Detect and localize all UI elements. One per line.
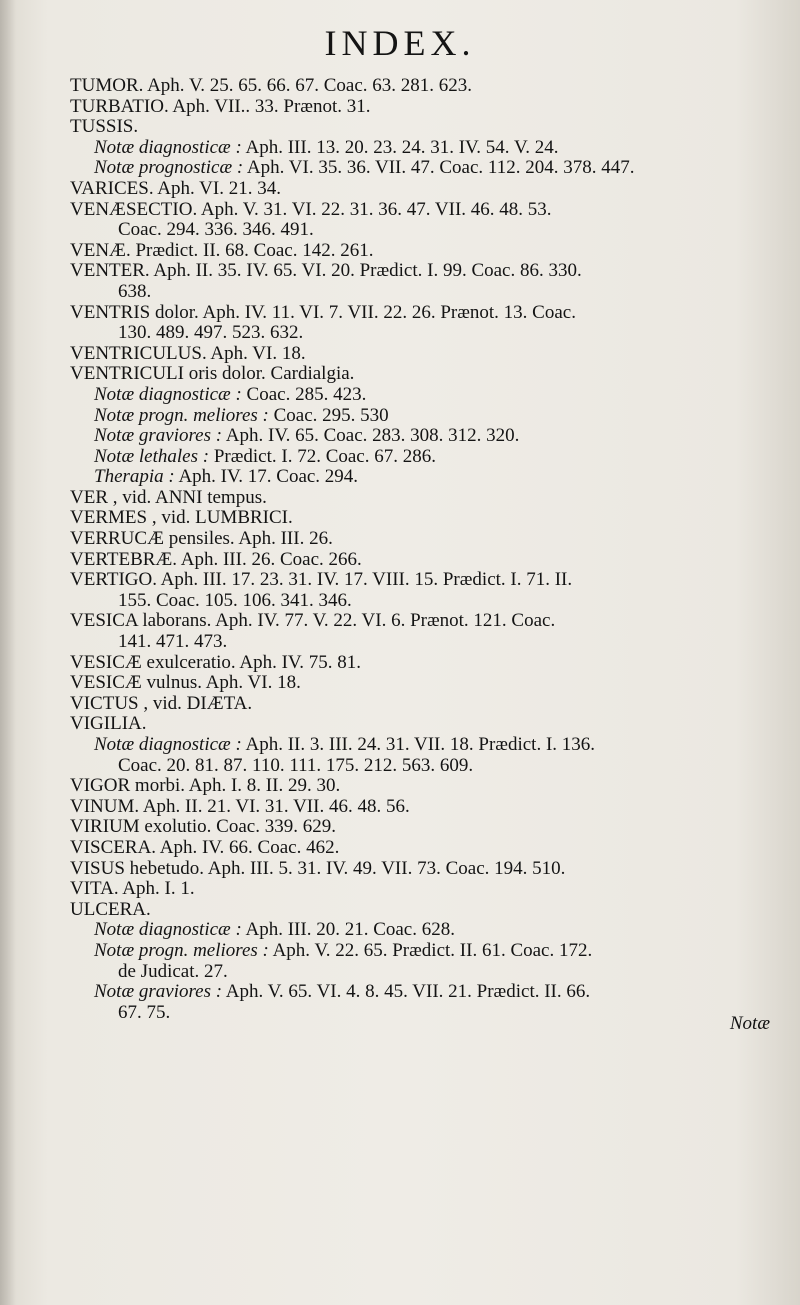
index-continuation [70,756,770,777]
subentry-label: Notæ lethales : [94,445,210,467]
entry-text: Aph. V. 22. 65. Prædict. II. 61. Coac. 172. [268,939,593,961]
entry-text: VESICÆ exulceratio. Aph. IV. 75. 81. [70,651,361,673]
index-entry [70,797,770,818]
index-entry [70,694,770,715]
entry-text: VENÆ. Prædict. II. 68. Coac. 142. 261. [70,239,374,261]
index-entry [70,76,770,97]
index-entry [70,570,770,591]
entry-text: Coac. 295. 530 [268,404,389,426]
index-entry [70,859,770,880]
subentry-label: Notæ diagnosticæ : [94,136,242,158]
entry-text: VENTRIS dolor. Aph. IV. 11. VI. 7. VII. 22. 26. Prænot. 13. Coac. [70,301,576,323]
entry-text: TUSSIS. [70,116,139,138]
entry-text: VINUM. Aph. II. 21. VI. 31. VII. 46. 48. 56. [70,795,410,817]
index-entry [70,817,770,838]
index-continuation [70,282,770,303]
entry-text: 130. 489. 497. 523. 632. [118,322,304,344]
subentry-label: Notæ diagnosticæ : [94,919,242,941]
index-entry [70,776,770,797]
entry-text: VIRIUM exolutio. Coac. 339. 629. [70,816,336,838]
index-entry [70,200,770,221]
entry-text: Prædict. I. 72. Coac. 67. 286. [209,445,436,467]
entry-text: ULCERA. [70,898,151,920]
page-header [0,22,800,64]
entry-text: Coac. 285. 423. [241,383,367,405]
index-entry [70,879,770,900]
entry-text: VITA. Aph. I. 1. [70,878,195,900]
entry-text: VIGILIA. [70,713,147,735]
entry-text: VERMES , vid. LUMBRICI. [70,507,293,529]
index-continuation [70,1003,770,1024]
index-subentry [70,467,770,488]
index-subentry [70,426,770,447]
index-entries [70,76,770,1023]
index-entry [70,550,770,571]
subentry-label: Notæ prognosticæ : [94,157,244,179]
entry-text: VISUS hebetudo. Aph. III. 5. 31. IV. 49. VII. 73. Coac. 194. 510. [70,857,566,879]
index-entry [70,303,770,324]
entry-text: 67. 75. [118,1001,171,1023]
index-entry [70,364,770,385]
entry-text: de Judicat. 27. [118,960,228,982]
entry-text: VISCERA. Aph. IV. 66. Coac. 462. [70,836,340,858]
index-entry [70,344,770,365]
entry-text: VERTEBRÆ. Aph. III. 26. Coac. 266. [70,548,362,570]
index-entry [70,529,770,550]
index-entry [70,838,770,859]
subentry-label: Notæ progn. meliores : [94,404,269,426]
index-entry [70,508,770,529]
entry-text: VENTRICULI oris dolor. Cardialgia. [70,363,355,385]
index-subentry [70,735,770,756]
index-entry [70,714,770,735]
index-entry [70,261,770,282]
index-continuation [70,323,770,344]
index-subentry [70,941,770,962]
subentry-label: Therapia : [94,466,175,488]
index-entry [70,673,770,694]
index-subentry [70,447,770,468]
index-entry [70,241,770,262]
entry-text: VENTRICULUS. Aph. VI. 18. [70,342,306,364]
entry-text: VESICA laborans. Aph. IV. 77. V. 22. VI. 6. Prænot. 121. Coac. [70,610,556,632]
index-entry [70,653,770,674]
entry-text: Aph. IV. 65. Coac. 283. 308. 312. 320. [222,425,520,447]
index-entry [70,488,770,509]
entry-text: VERTIGO. Aph. III. 17. 23. 31. IV. 17. VIII. 15. Prædict. I. 71. II. [70,569,573,591]
entry-text: VARICES. Aph. VI. 21. 34. [70,177,281,199]
entry-text: VESICÆ vulnus. Aph. VI. 18. [70,672,301,694]
index-subentry [70,158,770,179]
entry-text: TURBATIO. Aph. VII.. 33. Prænot. 31. [70,95,371,117]
entry-text: VIGOR morbi. Aph. I. 8. II. 29. 30. [70,775,341,797]
subentry-label: Notæ graviores : [94,425,223,447]
gutter-shadow [0,0,16,1305]
index-subentry [70,138,770,159]
index-entry [70,611,770,632]
entry-text: Aph. VI. 35. 36. VII. 47. Coac. 112. 204. 378. 447. [243,157,635,179]
entry-text: Aph. V. 65. VI. 4. 8. 45. VII. 21. Prædict. II. 66. [222,981,591,1003]
index-entry [70,900,770,921]
entry-text: VER , vid. ANNI tempus. [70,486,267,508]
index-subentry [70,920,770,941]
index-subentry [70,406,770,427]
entry-text: Aph. III. 13. 20. 23. 24. 31. IV. 54. V. 24. [241,136,559,158]
entry-text: Coac. 20. 81. 87. 110. 111. 175. 212. 563. 609. [118,754,474,776]
entry-text: 638. [118,280,152,302]
entry-text: Aph. III. 20. 21. Coac. 628. [241,919,455,941]
entry-text: VERRUCÆ pensiles. Aph. III. 26. [70,528,333,550]
index-continuation [70,632,770,653]
index-entry [70,179,770,200]
entry-text: 141. 471. 473. [118,631,228,653]
index-continuation [70,962,770,983]
index-entry [70,117,770,138]
entry-text: Aph. IV. 17. Coac. 294. [174,466,359,488]
entry-text: TUMOR. Aph. V. 25. 65. 66. 67. Coac. 63. 281. 623. [70,75,473,96]
subentry-label: Notæ graviores : [94,981,223,1003]
entry-text: VICTUS , vid. DIÆTA. [70,692,253,714]
subentry-label: Notæ progn. meliores : [94,939,269,961]
index-continuation [70,591,770,612]
index-subentry [70,982,770,1003]
index-subentry [70,385,770,406]
index-entry [70,97,770,118]
entry-text: VENTER. Aph. II. 35. IV. 65. VI. 20. Prædict. I. 99. Coac. 86. 330. [70,260,582,282]
entry-text: Coac. 294. 336. 346. 491. [118,219,314,241]
page-title: INDEX. [324,23,476,63]
entry-text: VENÆSECTIO. Aph. V. 31. VI. 22. 31. 36. 47. VII. 46. 48. 53. [70,198,552,220]
entry-text: Aph. II. 3. III. 24. 31. VII. 18. Prædict. I. 136. [241,734,596,755]
subentry-label: Notæ diagnosticæ : [94,383,242,405]
index-continuation [70,220,770,241]
catchword: Notæ [729,1013,770,1034]
entry-text: 155. Coac. 105. 106. 341. 346. [118,589,352,611]
subentry-label: Notæ diagnosticæ : [94,734,242,755]
